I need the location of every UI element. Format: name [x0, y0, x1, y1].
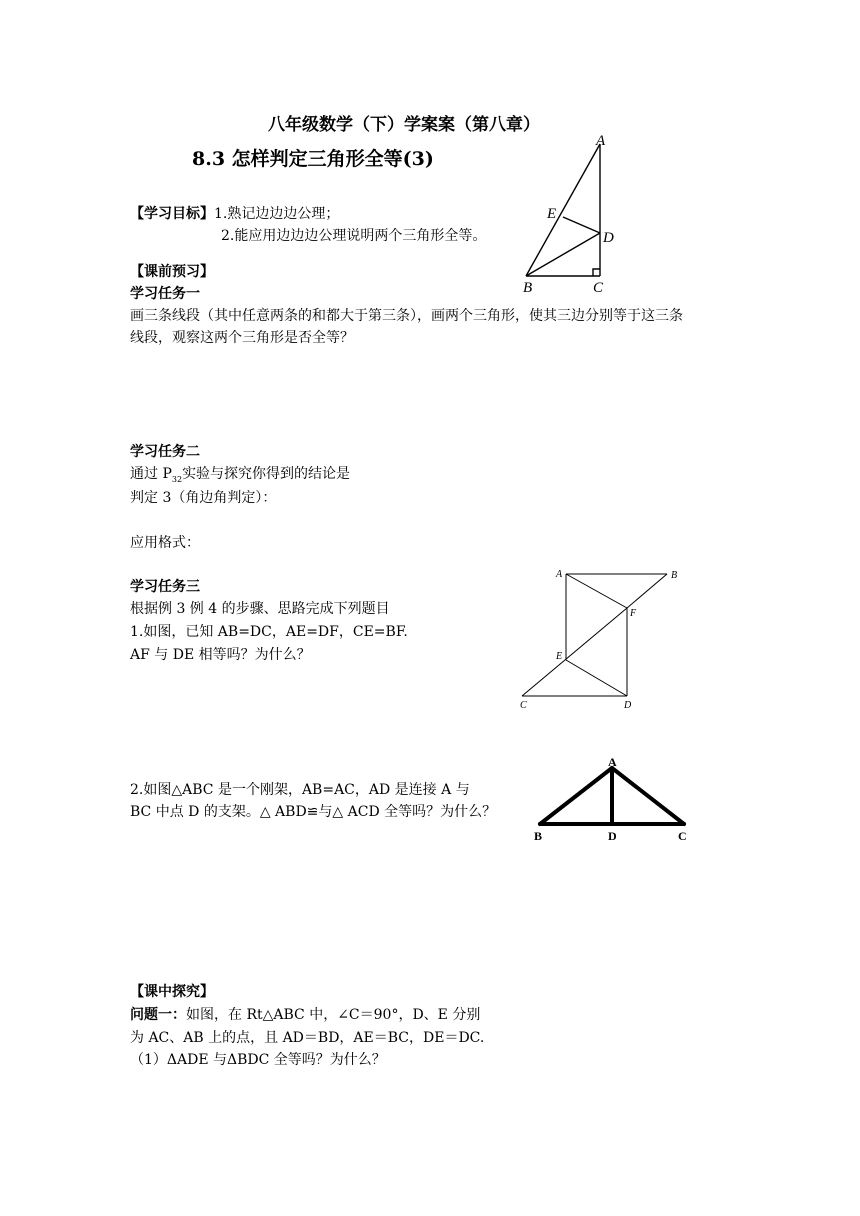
label-c: C: [678, 829, 687, 843]
label-e: E: [547, 206, 557, 222]
problem-label: 问题一：: [130, 1007, 186, 1023]
segment-ac: [612, 768, 684, 824]
segment-ab: [540, 768, 612, 824]
label-b: B: [523, 280, 533, 296]
problem-line-1: [130, 1005, 480, 1025]
segment-bf: [627, 574, 667, 608]
label-c: C: [593, 280, 604, 296]
document-title: 八年级数学（下）学案案（第八章）: [268, 115, 540, 135]
label-b: B: [534, 829, 543, 843]
label-d: D: [608, 829, 617, 843]
question1-line-2: AF 与 DE 相等吗？为什么？: [130, 647, 311, 663]
task2-line-2: 判定 3（角边角判定）：: [130, 490, 277, 506]
task1-line-1: 画三条线段（其中任意两条的和都大于第三条），画两个三角形，使其三边分别等于这三条: [130, 308, 683, 324]
label-a: A: [596, 133, 606, 149]
segment-bd: [526, 233, 600, 276]
figure-truss: [528, 754, 698, 850]
question2-line-2: BC 中点 D 的支架。△ ABD≌与△ ACD 全等吗？为什么？: [130, 804, 497, 820]
problem-line-3: （1）ΔADE 与ΔBDC 全等吗？为什么？: [130, 1052, 386, 1068]
segment-ed: [566, 660, 627, 696]
goals-row-1: [130, 204, 339, 224]
task3-title: 学习任务三: [130, 579, 200, 595]
goal-item-1: 1.熟记边边边公理；: [214, 206, 340, 222]
label-b: B: [671, 570, 678, 581]
label-e: E: [556, 651, 563, 662]
label-a: A: [556, 569, 563, 580]
task1-line-2: 线段，观察这两个三角形是否全等？: [130, 330, 354, 346]
label-d: D: [603, 230, 614, 246]
task3-line-1: 根据例 3 例 4 的步骤、思路完成下列题目: [130, 601, 390, 617]
figure-right-triangle: [510, 132, 620, 302]
goal-item-2: 2.能应用边边边公理说明两个三角形全等。: [221, 228, 487, 244]
segment-ab: [526, 144, 600, 276]
task2-line-1: [130, 464, 350, 490]
label-c: C: [520, 700, 527, 711]
task2-line-1-post: 实验与探究你得到的结论是: [182, 466, 351, 482]
explore-heading: 【课中探究】: [130, 984, 214, 1000]
segment-af: [566, 574, 627, 608]
segment-ed: [563, 217, 600, 233]
label-d: D: [624, 700, 632, 711]
label-f: F: [630, 608, 637, 619]
label-a: A: [608, 755, 617, 769]
task2-title: 学习任务二: [130, 444, 200, 460]
figure-zigzag: [512, 564, 682, 712]
right-angle-mark: [593, 269, 600, 276]
problem-line-2: 为 AC、AB 上的点，且 AD＝BD，AE＝BC，DE＝DC.: [130, 1030, 485, 1046]
task1-title: 学习任务一: [130, 286, 200, 302]
task2-line-1-pre: 通过 P: [130, 466, 172, 482]
problem-text-1: 如图，在 Rt△ABC 中，∠C＝90°，D、E 分别: [186, 1007, 481, 1023]
task2-line-3: 应用格式：: [130, 535, 200, 551]
question1-line-1: 1.如图，已知 AB=DC，AE=DF，CE=BF.: [130, 624, 408, 640]
question2-line-1: 2.如图△ABC 是一个刚架，AB=AC，AD 是连接 A 与: [130, 782, 470, 798]
lesson-title: 8.3 怎样判定三角形全等(3): [192, 148, 434, 170]
task2-page-number: 32: [171, 474, 183, 484]
preview-heading: 【课前预习】: [130, 264, 214, 280]
segment-cf: [522, 608, 627, 696]
goals-label: 【学习目标】: [130, 206, 214, 222]
